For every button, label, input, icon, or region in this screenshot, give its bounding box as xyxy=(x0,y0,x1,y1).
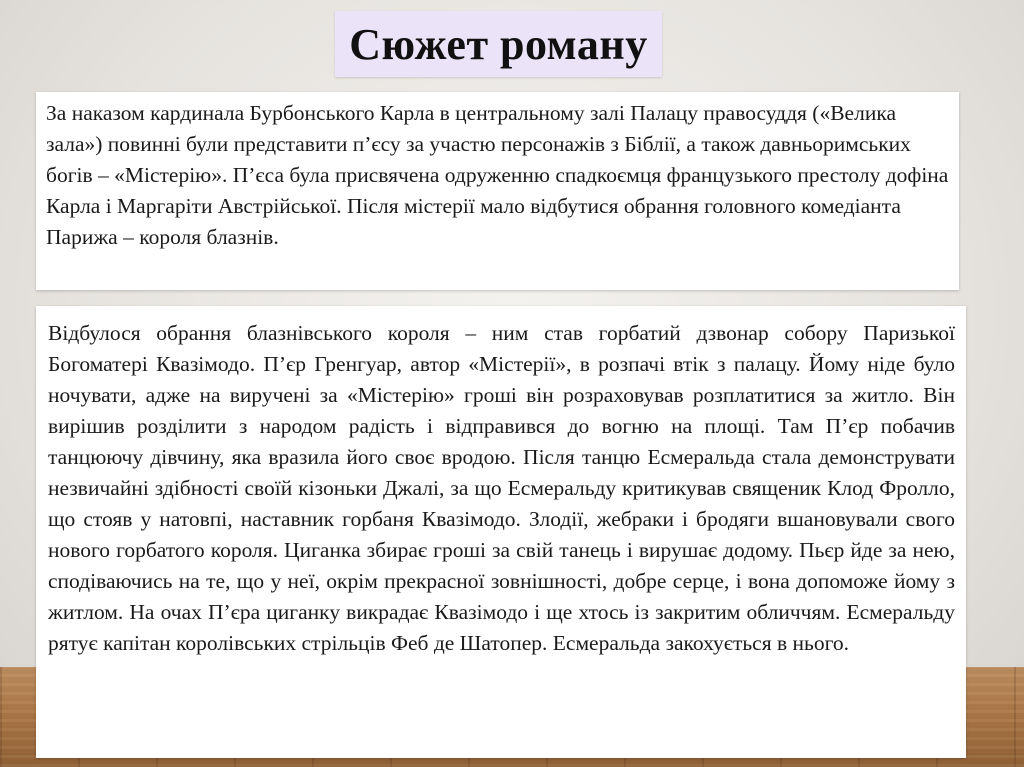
plot-paragraph: Відбулося обрання блазнівського короля – ним став горбатий дзвонар собору Паризької Богоматері Квазімодо. П’єр Гренгуар, автор «Містерії», в розпачі втік з палацу. Йому ніде було ночувати, адже на виручені за «Містерію» гроші він розраховував розплатитися за житло. Він вирішив розділити з народом радість і відправився до вогню на площі. Там П’єр побачив танцюючу дівчину, яка вразила його своє вродою. Після танцю Есмеральда стала демонструвати незвичайні здібності своїй кізоньки Джалі, за що Есмеральду критикував священик Клод Фролло, що стояв у натовпі, наставник горбаня Квазімодо. Злодії, жебраки і бродяги вшановували свого нового горбатого короля. Циганка збирає гроші за свій танець і вирушає додому. Пьєр йде за нею, сподіваючись на те, що у неї, окрім прекрасної зовнішності, добре серце, і вона допоможе йому з житлом. На очах П’єра циганку викрадає Квазімодо і ще хтось із закритим обличчям. Есмеральду рятує капітан королівських стрільців Феб де Шатопер. Есмеральда закохується в нього. xyxy=(48,321,955,655)
plot-text-box xyxy=(36,306,966,758)
slide-title: Сюжет роману xyxy=(349,19,648,69)
intro-text-box xyxy=(36,92,959,290)
intro-paragraph: За наказом кардинала Бурбонського Карла в центральному залі Палацу правосуддя («Велика зала») повинні були представити п’єсу за участю персонажів з Біблії, а також давньоримських богів – «Містерію». П’єса була присвячена одруженню спадкоємця французького престолу дофіна Карла і Маргаріти Австрійської. Після містерії мало відбутися обрання головного комедіанта Парижа – короля блазнів. xyxy=(46,101,949,249)
title-box xyxy=(335,11,662,77)
